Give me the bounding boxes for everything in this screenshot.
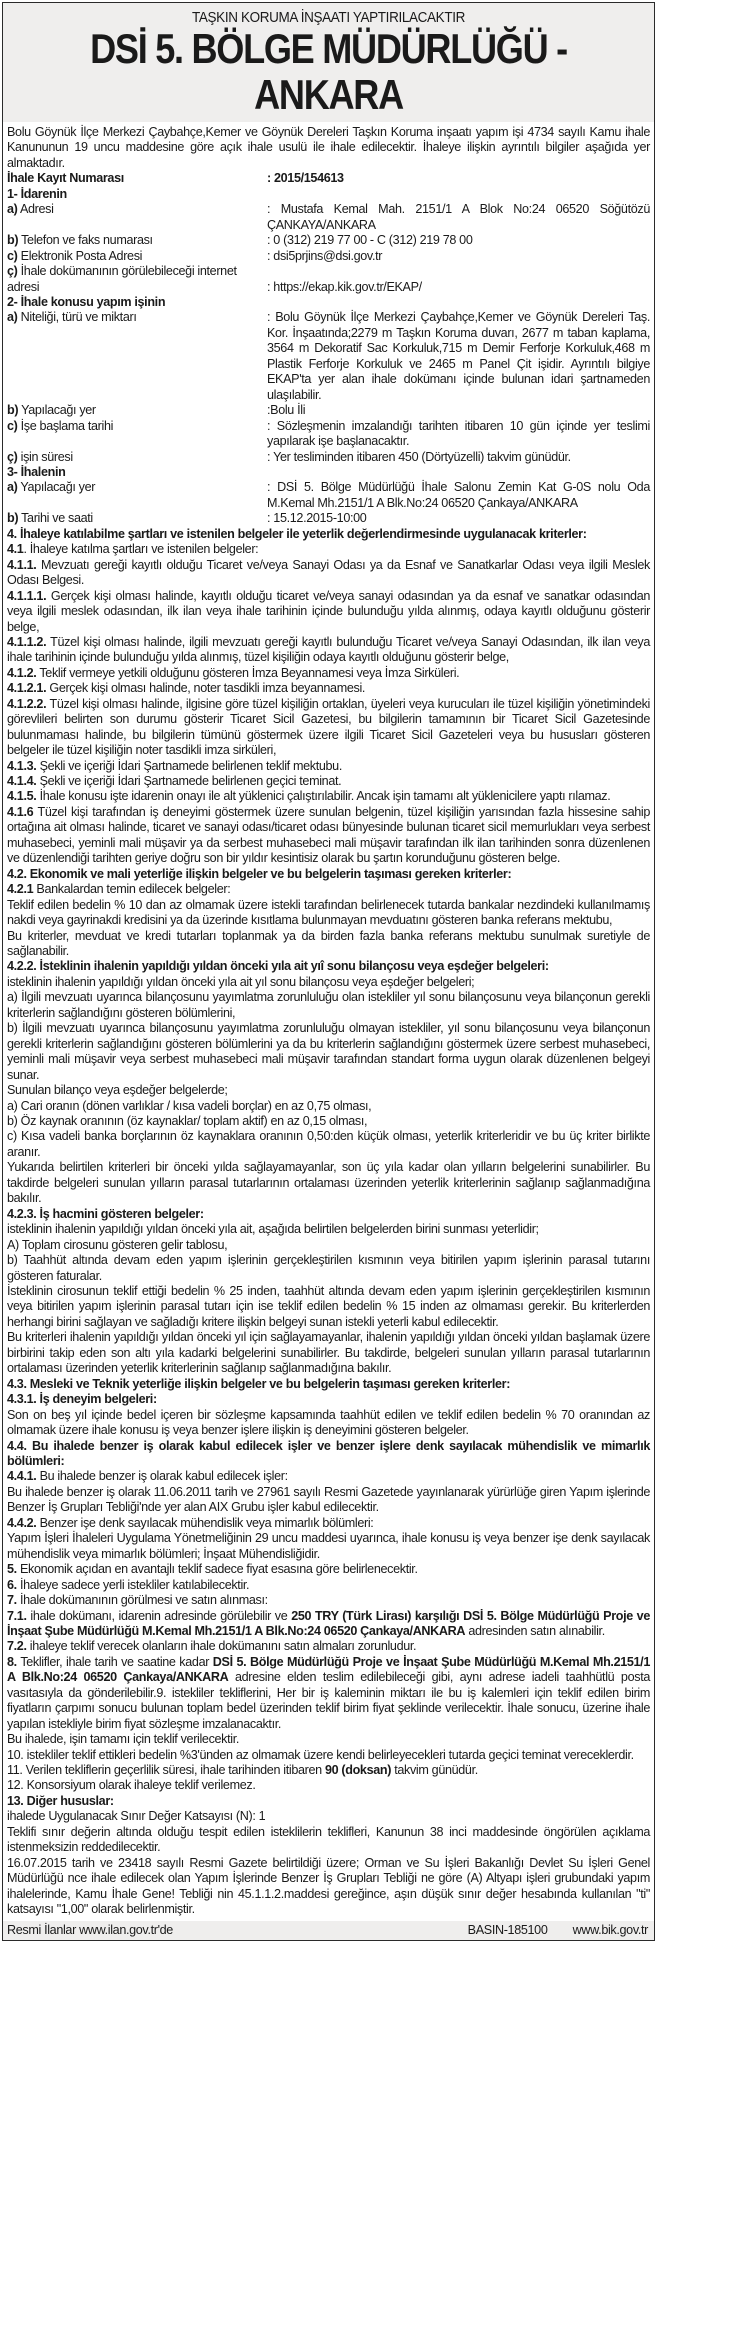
section-3-heading: 3- İhalenin bbox=[7, 464, 66, 479]
clause-number: 4.1.5. bbox=[7, 789, 37, 804]
s1-key: Adresi bbox=[17, 202, 54, 217]
paragraph: Bu ihalede benzer iş olarak 11.06.2011 tarih ve 27961 sayılı Resmi Gazetede yayınlanarak yürürlüğe giren Yapım işlerinde Benzer İş Grupları Tebliği'nde yer alan AIX Grubu işler kabul edilecektir. bbox=[7, 1484, 650, 1515]
s2-key: Niteliği, türü ve miktarı bbox=[17, 310, 137, 325]
clause-7-1 bbox=[7, 1609, 650, 1640]
footer-website-link[interactable]: www.bik.gov.tr bbox=[572, 1922, 648, 1937]
s1-key-letter: c) bbox=[7, 248, 18, 263]
clause-7 bbox=[7, 1593, 650, 1608]
clause-item bbox=[7, 774, 650, 789]
section-4-heading: 4. İhaleye katılabilme şartları ve istenilen belgeler ile yeterlik değerlendirmesinde uygulanacak kriterler: bbox=[7, 526, 587, 541]
clause-5 bbox=[7, 1562, 650, 1577]
clause-number: 7.1. bbox=[7, 1608, 27, 1623]
section-4-3-heading: 4.3. Mesleki ve Teknik yeterliğe ilişkin belgeler ve bu belgelerin taşıması gereken kriterler: bbox=[7, 1376, 511, 1391]
clause-number: 4.1.6 bbox=[7, 804, 34, 819]
s2-value: : Bolu Göynük İlçe Merkezi Çaybahçe,Kemer ve Göynük Dereleri Taş. Kor. İnşaatında;2279 m Taşkın Koruma duvarı, 2677 m taban kaplama, 3564 m Dekoratif Sac Korkuluk,715 m Demir Ferforje Korkuluk,468 m Plastik Ferforje Korkuluk ve 2465 m Panel Çit işidir. Ayrıntılı bilgiye EKAP'ta yer alan ihale dokümanı içinde bulunan idari şartnameden ulaşılabilir. bbox=[267, 310, 650, 402]
s1-key-letter: b) bbox=[7, 233, 19, 248]
footer-left-text: Resmi İlanlar www.ilan.gov.tr'de bbox=[7, 1922, 173, 1937]
clause-text: İhale dokümanının görülmesi ve satın alınması: bbox=[16, 1593, 268, 1608]
announcement-body bbox=[3, 122, 654, 1921]
clause-item bbox=[7, 542, 650, 557]
clause-text: Bu ihalede benzer iş olarak kabul edilecek işler: bbox=[36, 1469, 288, 1484]
clause-text: takvim günüdür. bbox=[391, 1763, 478, 1778]
registry-value: : 2015/154613 bbox=[267, 171, 344, 186]
clause-text: adresine elden teslim edilebileceği gibi, aynı adrese iadeli taahhütlü posta vasıtasıyla da gönderilebilir.9. istekliler tekliflerini, Her bir iş kaleminin miktarı ile bu iş kalemleri için teklif edilen birim fiyatların çarpımı sonucu bulunan toplam bedel üzerinden teklif birim fiyat şeklinde verilecektir. İhale sonucu, üzerine ihale yapılan istekliyle birim fiyat sözleşme imzalanacaktır. bbox=[7, 1670, 650, 1731]
clause-number: 4.1.4. bbox=[7, 774, 37, 789]
clause-bold-text: 90 (doksan) bbox=[324, 1763, 392, 1778]
clause-4-2-3-lines bbox=[7, 1222, 650, 1377]
clause-number: 4.4.2. bbox=[7, 1515, 37, 1530]
clause-number: 4.1.3. bbox=[7, 758, 37, 773]
registry-row bbox=[7, 171, 650, 186]
clause-12: 12. Konsorsiyum olarak ihaleye teklif verilemez. bbox=[7, 1778, 256, 1793]
clause-item bbox=[7, 681, 650, 696]
clause-text: Benzer işe denk sayılacak mühendislik veya mimarlık bölümleri: bbox=[36, 1515, 374, 1530]
s3-key: Yapılacağı yer bbox=[17, 480, 96, 495]
clause-text: Teklif vermeye yetkili olduğunu gösteren İmza Beyannamesi veya İmza Sirküleri. bbox=[36, 665, 460, 680]
header-title: DSİ 5. BÖLGE MÜDÜRLÜĞÜ - ANKARA bbox=[90, 25, 567, 118]
paragraph: a) Cari oranın (dönen varlıklar / kısa vadeli borçlar) en az 0,75 olması, bbox=[7, 1098, 372, 1113]
s2-key-letter: c) bbox=[7, 418, 18, 433]
clause-8 bbox=[7, 1655, 650, 1732]
clause-4-4-2 bbox=[7, 1516, 650, 1531]
paragraph: isteklinin ihalenin yapıldığı yıldan önceki yıla ait, aşağıda belirtilen belgelerden birini sunması yeterlidir; bbox=[7, 1222, 539, 1237]
clause-4-2-1 bbox=[7, 882, 650, 897]
s2-key-letter: b) bbox=[7, 403, 19, 418]
section-4-2-heading: 4.2. Ekonomik ve mali yeterliğe ilişkin belgeler ve bu belgelerin taşıması gereken kriterler: bbox=[7, 866, 512, 881]
s1-key: İhale dokümanının görülebileceği internet adresi bbox=[7, 264, 237, 294]
s1-row-address bbox=[7, 202, 650, 233]
paragraph: Sunulan bilanço veya eşdeğer belgelerde; bbox=[7, 1083, 228, 1098]
s2-key: işin süresi bbox=[17, 449, 73, 464]
clause-number: 5. bbox=[7, 1562, 17, 1577]
clause-number: 4.1.1.2. bbox=[7, 634, 47, 649]
s2-value: : Yer tesliminden itibaren 450 (Dörtyüzelli) takvim günüdür. bbox=[267, 449, 571, 464]
s3-value: : 15.12.2015-10:00 bbox=[267, 511, 367, 526]
section-2-heading: 2- İhale konusu yapım işinin bbox=[7, 294, 166, 309]
clause-text: Ekonomik açıdan en avantajlı teklif sadece fiyat esasına göre belirlenecektir. bbox=[16, 1562, 418, 1577]
s1-row-website bbox=[7, 264, 650, 295]
clause-text: İhaleye sadece yerli istekliler katılabilecektir. bbox=[16, 1577, 250, 1592]
clause-number: 4.1.1. bbox=[7, 557, 37, 572]
clause-number: 4.1.2.2. bbox=[7, 696, 47, 711]
s2-key: İşe başlama tarihi bbox=[17, 418, 114, 433]
paragraph: Son on beş yıl içinde bedel içeren bir sözleşme kapsamında taahhüt edilen ve teklif edilen bedelin % 70 oranından az olmamak üzere ihale konusu iş veya benzer işlere ilişkin iş deneyimini gösteren belgeler. bbox=[7, 1407, 650, 1438]
clause-bold-text: DSİ 5. Bölge Müdürlüğü Proje ve İnşaat Şube Müdürlüğü M.Kemal Mh.2151/1 A Blk.No:24 06520 Çankaya/ANKARA bbox=[7, 1654, 650, 1685]
s2-row-start bbox=[7, 419, 650, 450]
paragraph: 16.07.2015 tarih ve 23418 sayılı Resmi Gazete belirtildiği üzere; Orman ve Su İşleri Bakanlığı Devlet Su İşleri Genel Müdürlüğü nce ihale edilecek olan Yapım İşlerinde Benzer İş Grupları Tebliği ne göre (A) Altyapı işleri grubundaki yapım ihalelerinde, Kamu İhale Gene! Tebliği nin 45.1.1.2.maddesi gereğince, aşın düşük sınır değer hesabında kullanılan "ti" katsayısı "1,00" olarak belirlenmiştir. bbox=[7, 1855, 650, 1917]
clause-text: Şekli ve içeriği İdari Şartnamede belirlenen geçici teminat. bbox=[36, 774, 342, 789]
section-4-items bbox=[7, 542, 650, 867]
s1-row-phone bbox=[7, 233, 650, 248]
clause-item bbox=[7, 635, 650, 666]
clause-item bbox=[7, 666, 650, 681]
clause-text: İhale konusu işte idarenin onayı ile alt yüklenici çalıştırılabilir. Ancak işin tamamı alt yüklenicilere yaptı rılamaz. bbox=[36, 789, 611, 804]
clause-text: ihale dokümanı, idarenin adresinde görülebilir ve bbox=[26, 1608, 292, 1623]
clause-number: 7. bbox=[7, 1593, 17, 1608]
announcement-footer bbox=[3, 1921, 654, 1940]
paragraph: Teklif edilen bedelin % 10 dan az olmamak üzere istekli tarafından belirlenecek tutarda bankalar nezdindeki kullanılmamış nakdi veya gayrinakdi kredisini ya da üzerinde kısıtlama bulunmayan mevduatını gösteren banka referans mektubu, bbox=[7, 897, 650, 928]
section-13-heading: 13. Diğer hususlar: bbox=[7, 1793, 114, 1808]
clause-text: Tüzel kişi olması halinde, ilgili mevzuatı gereği kayıtlı bulunduğu Ticaret ve/veya Sanayi Odasından, ilk ilan veya ihale tarihinin içinde bulunduğu yılda alınmış, tüzel kişiliğin odaya kayıtlı olduğunu gösterir belge, bbox=[7, 634, 650, 665]
paragraph: Bu kriterler, mevduat ve kredi tutarları toplanmak ya da birden fazla banka referans mektubu sunulmak suretiyle de sağlanabilir. bbox=[7, 928, 650, 959]
clause-number: 4.1.2. bbox=[7, 665, 37, 680]
paragraph: isteklinin ihalenin yapıldığı yıldan önceki yıla ait yıl sonu bilançosu veya eşdeğer belgeleri; bbox=[7, 974, 475, 989]
paragraph: İsteklinin cirosunun teklif ettiği bedelin % 25 inden, taahhüt altında devam eden yapım işlerinin gerçekleştirilen kısmının veya bitirilen yapım işlerinin parasal tutarı için ise teklif edilen bedelin % 15 inden az olmaması gerekir. Bu kriterlerden herhangi birini sağlayan ve sağladığı kritere ilişkin belgeyi sunan istekli yeterli kabul edilecektir. bbox=[7, 1283, 650, 1329]
s1-key: Telefon ve faks numarası bbox=[18, 233, 153, 248]
clause-number: 4.1.2.1. bbox=[7, 681, 47, 696]
clause-number: 4.2.1 bbox=[7, 882, 34, 897]
clause-item bbox=[7, 558, 650, 589]
clause-4-3-1-heading: 4.3.1. İş deneyim belgeleri: bbox=[7, 1392, 157, 1407]
s1-value: : 0 (312) 219 77 00 - C (312) 219 78 00 bbox=[267, 233, 473, 248]
s2-row-nature bbox=[7, 310, 650, 403]
section-4-4-heading: 4.4. Bu ihalede benzer iş olarak kabul edilecek işler ve benzer işlere denk sayılacak mühendislik ve mimarlık bölümleri: bbox=[7, 1438, 650, 1468]
footer-press-code: BASIN-185100 bbox=[467, 1922, 548, 1937]
header-subtitle: TAŞKIN KORUMA İNŞAATI YAPTIRILACAKTIR bbox=[191, 9, 465, 26]
clause-text: Tüzel kişi tarafından iş deneyimi göstermek üzere sunulan belgenin, tüzel kişiliğin yarısından fazla hissesine sahip ortağına ait olması halinde, ticaret ve sanayi odası/ticaret odası bünyesinde bulunan ticaret sicil memurlukları veya serbest muhasebeci, yeminli mali müşavir ya da serbest muhasebeci mali müşavir tarafından ilk ilan tarihinden sonra düzenlenen ve düzenlendiği tarihten geriye doğru son bir yıldır kesintisiz olarak bu şartın korunduğunu gösteren belge. bbox=[7, 804, 650, 866]
registry-label: İhale Kayıt Numarası bbox=[7, 171, 124, 186]
clause-text: Bankalardan temin edilecek belgeler: bbox=[33, 882, 231, 897]
clause-item bbox=[7, 759, 650, 774]
ekap-link[interactable]: : https://ekap.kik.gov.tr/EKAP/ bbox=[267, 279, 422, 294]
s3-value: : DSİ 5. Bölge Müdürlüğü İhale Salonu Zemin Kat G-0S nolu Oda M.Kemal Mh.2151/1 A Blk.No:24 06520 Çankaya/ANKARA bbox=[267, 480, 650, 510]
paragraph: ihalede Uygulanacak Sınır Değer Katsayısı (N): 1 bbox=[7, 1809, 266, 1824]
s3-key: Tarihi ve saati bbox=[18, 511, 93, 526]
tender-announcement bbox=[2, 2, 655, 1941]
paragraph: Yapım İşleri İhaleleri Uygulama Yönetmeliğinin 29 uncu maddesi uyarınca, ihale konusu iş veya benzer işe denk sayılacak mühendislik veya mimarlık bölümleri; İnşaat Mühendisliğidir. bbox=[7, 1531, 650, 1561]
clause-text: Tüzel kişi olması halinde, ilgisine göre tüzel kişiliğin ortaklan, üyeleri veya kurucuları ile tüzel kişiliğin yönetimindeki görevlileri belirten son durumu gösterir Ticaret Sicil Gazetesi, bu bilgilerin tamamının bir Ticaret Sicil Gazetesinde bulunmaması halinde, bu bilgilerin tümünü göstermek üzere ilgili Ticaret Sicil Gazeteleri veya bu hususları gösteren belgeler ile tüzel kişiliğin noter tasdikli imza sirküleri, bbox=[7, 696, 650, 758]
s3-row-date bbox=[7, 511, 650, 526]
section-13-lines bbox=[7, 1809, 650, 1917]
paragraph: b) Taahhüt altında devam eden yapım işlerinin gerçekleştirilen kısmının veya bitirilen yapım işlerinin parasal tutarını gösteren faturalar. bbox=[7, 1253, 650, 1283]
s3-row-place bbox=[7, 480, 650, 511]
clause-item bbox=[7, 697, 650, 759]
s2-key-letter: a) bbox=[7, 310, 18, 325]
clause-number: 8. bbox=[7, 1654, 17, 1669]
clause-4-2-2-lines bbox=[7, 975, 650, 1207]
paragraph: Teklifi sınır değerin altında olduğu tespit edilen isteklilerin teklifleri, Kanunun 38 inci maddesinde öngörülen açıklama istenmeksizin reddedilecektir. bbox=[7, 1824, 650, 1855]
clause-10: 10. istekliler teklif ettikleri bedelin %3'ünden az olmamak üzere kendi belirleyecekleri tutarda geçici teminat vereceklerdir. bbox=[7, 1747, 634, 1762]
clause-number: 4.1.1.1. bbox=[7, 588, 47, 603]
paragraph: b) İlgili mevzuatı uyarınca bilançosunu yayımlatma zorunluluğu olmayan istekliler, yıl sonu bilançosunu veya bilançonun gerekli kriterlerin sağlandığını gösteren bölümlerini ya da bu kriterlerin sağlandığını göstermek üzere serbest muhasebeci, yeminli mali müşavir veya serbest muhasebeci mali müşavir tarafından standart forma uygun olarak düzenlenen belgeyi sunar. bbox=[7, 1021, 650, 1082]
clause-text: adresinden satın alınabilir. bbox=[465, 1623, 605, 1638]
paragraph: Yukarıda belirtilen kriterleri bir önceki yılda sağlayamayanlar, son üç yıla kadar olan yılların belgelerini sunabilirler. Bu takdirde belgeleri sunulan yılların parasal tutarlarının ortalaması üzerinden yeterlik kriterlerinin sağlanıp sağlanmadığına bakılır. bbox=[7, 1160, 650, 1206]
clause-text: Şekli ve içeriği İdari Şartnamede belirlenen teklif mektubu. bbox=[36, 758, 342, 773]
s3-key-letter: b) bbox=[7, 511, 19, 526]
clause-text: Teklifler, ihale tarih ve saatine kadar bbox=[16, 1654, 213, 1669]
clause-text: Mevzuatı gereği kayıtlı olduğu Ticaret ve/veya Sanayi Odası ya da Esnaf ve Sanatkarlar Odası veya ilgili Meslek Odası Belgesi. bbox=[7, 557, 650, 588]
clause-11 bbox=[7, 1763, 650, 1778]
clause-7-2 bbox=[7, 1639, 650, 1654]
clause-item bbox=[7, 789, 650, 804]
paragraph: b) Öz kaynak oranının (öz kaynaklar/ toplam aktif) en az 0,15 olması, bbox=[7, 1114, 368, 1128]
s2-value: : Sözleşmenin imzalandığı tarihten itibaren 10 gün içinde yer teslimi yapılarak işe başlanacaktır. bbox=[267, 418, 650, 449]
paragraph: A) Toplam cirosunu gösteren gelir tablosu, bbox=[7, 1237, 228, 1252]
s1-key: Elektronik Posta Adresi bbox=[17, 248, 143, 263]
clause-text: 11. Verilen tekliflerin geçerlilik süresi, ihale tarihinden itibaren bbox=[7, 1763, 325, 1778]
s2-value: :Bolu İli bbox=[267, 403, 306, 418]
clause-4-2-2-heading: 4.2.2. İsteklinin ihalenin yapıldığı yıldan önceki yıla ait yıî sonu bilançosu veya eşdeğer belgeleri: bbox=[7, 959, 549, 974]
clause-item bbox=[7, 805, 650, 867]
paragraph: Bu kriterleri ihalenin yapıldığı yıldan önceki yıl için sağlayamayanlar, ihalenin yapıldığı yıldan önceki yıldan başlamak üzere birbirini takip eden son altı yıla kadarki belgelerini sunabilirler. Bu takdirde, belgeleri sunulan yılların parasal tutarlarının ortalaması üzerinden yeterlik kriterlerinin sağlanıp sağlanmadığına bakılır. bbox=[7, 1330, 650, 1376]
clause-number: 4.1 bbox=[7, 542, 24, 557]
clause-item bbox=[7, 589, 650, 635]
paragraph: Bu ihalede, işin tamamı için teklif verilecektir. bbox=[7, 1732, 240, 1747]
section-1-heading: 1- İdarenin bbox=[7, 186, 67, 201]
s3-key-letter: a) bbox=[7, 480, 18, 495]
clause-6 bbox=[7, 1578, 650, 1593]
s2-row-duration bbox=[7, 450, 650, 465]
clause-text: . İhaleye katılma şartları ve istenilen belgeler: bbox=[23, 542, 259, 557]
s1-key-letter: a) bbox=[7, 202, 18, 217]
clause-number: 7.2. bbox=[7, 1639, 27, 1654]
paragraph: a) İlgili mevzuatı uyarınca bilançosunu yayımlatma zorunluluğu olan istekliler yıl sonu bilançosunu veya bilançonun gerekli kriterlerin sağlandığını gösteren bölümlerini, bbox=[7, 990, 650, 1020]
clause-4-2-3-heading: 4.2.3. İş hacmini gösteren belgeler: bbox=[7, 1206, 204, 1221]
s1-value: : Mustafa Kemal Mah. 2151/1 A Blok No:24 06520 Söğütözü ÇANKAYA/ANKARA bbox=[267, 202, 650, 232]
clause-text: Gerçek kişi olması halinde, noter tasdikli imza beyannamesi. bbox=[46, 681, 366, 696]
clause-number: 6. bbox=[7, 1577, 17, 1592]
clause-text: Gerçek kişi olması halinde, kayıtlı olduğu ticaret ve/veya sanayi odasından ya da esnaf ve sanatkar odasından veya ilgili meslek odasından, ilk ilan veya ihale tarihinin içinde bulunduğu yılda alınmış, odaya kayıtlı olduğunu gösterir belge, bbox=[7, 588, 650, 634]
s2-key-letter: ç) bbox=[7, 449, 18, 464]
clause-text: ihaleye teklif verecek olanların ihale dokümanını satın almaları zorunludur. bbox=[26, 1639, 417, 1654]
s1-key-letter: ç) bbox=[7, 264, 18, 279]
s2-row-location bbox=[7, 403, 650, 418]
clause-4-4-1 bbox=[7, 1469, 650, 1484]
s1-row-email bbox=[7, 249, 650, 264]
email-link[interactable]: : dsi5prjins@dsi.gov.tr bbox=[267, 248, 383, 263]
s2-key: Yapılacağı yer bbox=[18, 403, 96, 418]
clause-number: 4.4.1. bbox=[7, 1469, 37, 1484]
clause-bold-text: 250 TRY (Türk Lirası) karşılığı DSİ 5. Bölge Müdürlüğü Proje ve İnşaat Şube Müdürlüğü M.Kemal Mh.2151/1 A Blk.No:24 06520 Çankaya/ANKARA bbox=[7, 1608, 650, 1638]
intro-paragraph: Bolu Göynük İlçe Merkezi Çaybahçe,Kemer ve Göynük Dereleri Taşkın Koruma inşaatı yapım işi 4734 sayılı Kamu ihale Kanununun 19 uncu maddesine göre açık ihale usulü ile ihale edilecektir. İhaleye ilişkin ayrıntılı bilgiler aşağıda yer almaktadır. bbox=[7, 125, 650, 170]
paragraph: c) Kısa vadeli banka borçlarının öz kaynaklara oranının 0,50:den küçük olması, yeterlik kriterleridir ve bu üç kriter birlikte aranır. bbox=[7, 1129, 650, 1159]
announcement-header bbox=[3, 3, 654, 122]
